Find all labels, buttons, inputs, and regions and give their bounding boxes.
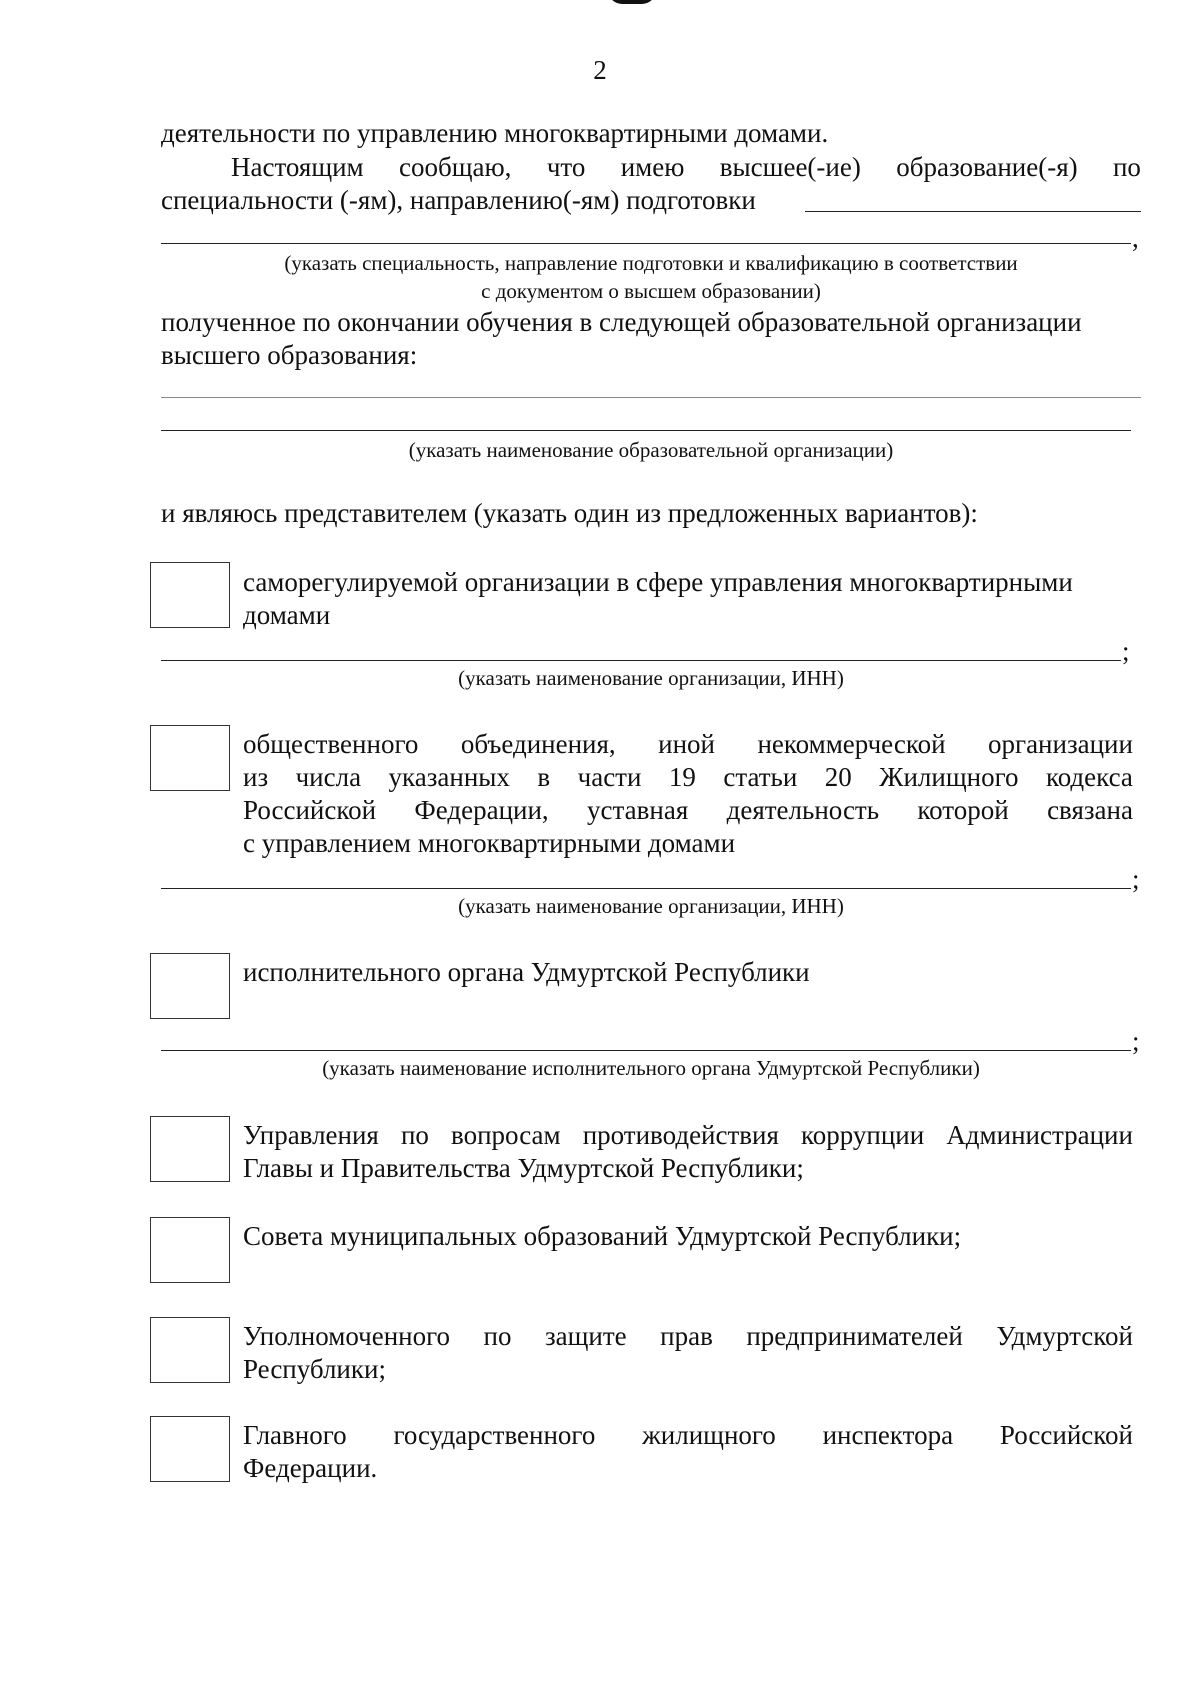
word: противодействия xyxy=(582,1120,779,1150)
representative-line: и являюсь представителем (указать один из предложенных вариантов): xyxy=(161,498,978,528)
option-3-caption: (указать наименование исполнительного органа Удмуртской Республики) xyxy=(322,1056,980,1080)
word: уставная xyxy=(587,795,689,825)
option-3-line-1: исполнительного органа Удмуртской Республики xyxy=(243,957,810,987)
word: государственного xyxy=(393,1420,596,1450)
caption-organization: (указать наименование образовательной организации) xyxy=(408,438,894,462)
option-2-text xyxy=(243,728,1133,860)
word: общественного xyxy=(243,729,419,759)
option-1-text xyxy=(243,566,1133,632)
word: кодекса xyxy=(1045,762,1133,792)
word: организации xyxy=(988,729,1133,759)
option-3-semicolon: ; xyxy=(1132,1026,1140,1056)
word: коррупции xyxy=(801,1120,925,1150)
option-2-line-2 xyxy=(243,761,1133,794)
specialty-fill-line-2[interactable] xyxy=(161,243,1131,244)
option-2-checkbox[interactable] xyxy=(150,725,230,791)
word: связана xyxy=(1047,795,1133,825)
word: деятельность xyxy=(726,795,880,825)
option-7-line-2: Федерации. xyxy=(243,1453,378,1483)
intro-line-3: специальности (-ям), направлению(-ям) подготовки xyxy=(161,185,756,215)
option-2-fill-line[interactable] xyxy=(161,888,1131,889)
word: жилищного xyxy=(642,1420,776,1450)
word: Администрации xyxy=(946,1120,1133,1150)
word: числа xyxy=(295,762,362,792)
word: некоммерческой xyxy=(757,729,946,759)
received-line-2: высшего образования: xyxy=(161,340,418,370)
word: сообщаю, xyxy=(399,152,512,182)
option-3-fill-line[interactable] xyxy=(161,1050,1131,1051)
word: статьи xyxy=(723,762,798,792)
word: образование(-я) xyxy=(896,152,1078,182)
word: в xyxy=(537,762,551,792)
word: Удмуртской xyxy=(996,1321,1133,1351)
caption-specialty-2: с документом о высшем образовании) xyxy=(481,279,821,303)
option-2-semicolon: ; xyxy=(1132,864,1140,894)
option-4-line-2: Главы и Правительства Удмуртской Республики; xyxy=(243,1153,804,1183)
option-5-checkbox[interactable] xyxy=(150,1217,230,1283)
option-2-caption: (указать наименование организации, ИНН) xyxy=(458,894,844,918)
word: объединения, xyxy=(460,729,616,759)
option-7-checkbox[interactable] xyxy=(150,1416,230,1482)
option-1-line-2: домами xyxy=(243,600,331,630)
word: защите xyxy=(544,1321,627,1351)
word: по xyxy=(1112,152,1141,182)
word: что xyxy=(546,152,586,182)
option-1-checkbox[interactable] xyxy=(150,562,230,628)
word: которой xyxy=(917,795,1009,825)
option-4-line-1 xyxy=(243,1119,1133,1152)
option-1-caption: (указать наименование организации, ИНН) xyxy=(458,666,844,690)
option-2-line-4: с управлением многоквартирными домами xyxy=(243,828,736,858)
word: Главного xyxy=(243,1420,347,1450)
option-6-line-2: Республики; xyxy=(243,1354,386,1384)
word: имею xyxy=(620,152,685,182)
option-2-line-3 xyxy=(243,794,1133,827)
word: высшее(-ие) xyxy=(719,152,861,182)
intro-line-2 xyxy=(161,151,1141,184)
specialty-fill-line-1[interactable] xyxy=(805,211,1141,212)
caption-specialty-1: (указать специальность, направление подготовки и квалификацию в соответствии xyxy=(284,251,1018,275)
option-1-line-1: саморегулируемой организации в сфере управления многоквартирными xyxy=(243,567,1073,597)
option-7-line-1 xyxy=(243,1419,1133,1452)
word: Уполномоченного xyxy=(243,1321,450,1351)
word: Российской xyxy=(243,795,377,825)
option-4-checkbox[interactable] xyxy=(150,1116,230,1182)
comma: , xyxy=(1132,223,1139,253)
intro-line-1: деятельности по управлению многоквартирными домами. xyxy=(161,118,829,148)
word: Федерации, xyxy=(414,795,549,825)
option-5-text xyxy=(243,1220,1133,1253)
option-4-text xyxy=(243,1119,1133,1185)
word: Настоящим xyxy=(231,152,364,182)
option-5-line-1: Совета муниципальных образований Удмуртской Республики; xyxy=(243,1221,962,1251)
word: Управления xyxy=(243,1120,379,1150)
option-1-semicolon: ; xyxy=(1122,636,1130,666)
word: иной xyxy=(658,729,715,759)
word: инспектора xyxy=(822,1420,954,1450)
word: по xyxy=(400,1120,429,1150)
word: указанных xyxy=(388,762,510,792)
option-3-checkbox[interactable] xyxy=(150,953,230,1019)
word: вопросам xyxy=(451,1120,561,1150)
word: Российской xyxy=(999,1420,1133,1450)
page-number: 2 xyxy=(593,55,607,85)
word: 20 xyxy=(824,762,852,792)
word: прав xyxy=(660,1321,713,1351)
option-7-text xyxy=(243,1419,1133,1485)
option-2-line-1 xyxy=(243,728,1133,761)
word: из xyxy=(243,762,269,792)
received-line-1: полученное по окончании обучения в следующей образовательной организации xyxy=(161,307,1082,337)
word: предпринимателей xyxy=(746,1321,963,1351)
organization-fill-line-1[interactable] xyxy=(161,397,1141,398)
option-1-fill-line[interactable] xyxy=(161,660,1121,661)
option-6-text xyxy=(243,1320,1133,1386)
word: части xyxy=(577,762,642,792)
word: Жилищного xyxy=(879,762,1019,792)
organization-fill-line-2[interactable] xyxy=(161,430,1131,431)
option-3-text xyxy=(243,956,1133,989)
word: 19 xyxy=(668,762,696,792)
option-6-checkbox[interactable] xyxy=(150,1317,230,1383)
scan-mark xyxy=(608,0,656,4)
option-6-line-1 xyxy=(243,1320,1133,1353)
word: по xyxy=(483,1321,512,1351)
